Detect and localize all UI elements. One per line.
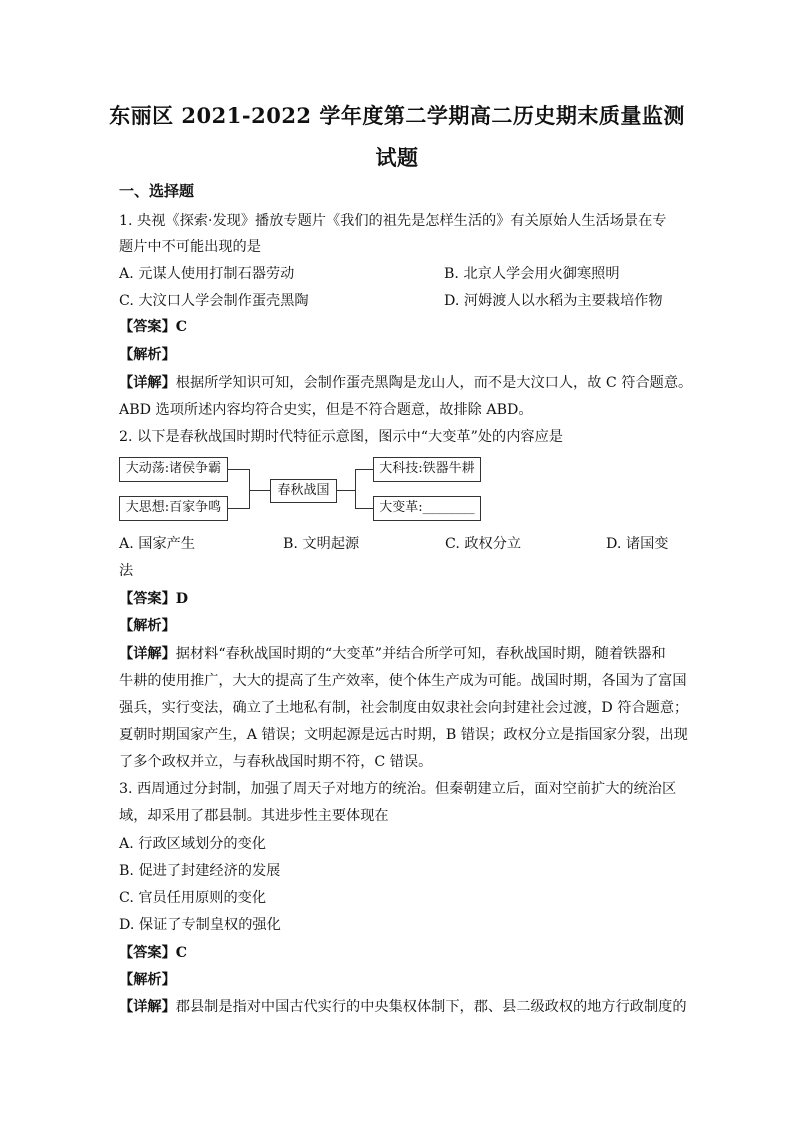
- q3-option-c: C. 官员任用原则的变化: [119, 890, 267, 906]
- connector-line: [337, 490, 355, 491]
- diagram-box-top-left: 大动荡:诸侯争霸: [119, 457, 228, 482]
- q1-detail-label: 【详解】: [119, 375, 176, 391]
- diagram-box-bottom-left: 大思想:百家争鸣: [119, 496, 228, 521]
- q2-option-b: B. 文明起源: [283, 536, 360, 552]
- q2-option-d: D. 诸国变: [606, 536, 669, 552]
- q3-detail: [119, 998, 687, 1016]
- q1-option-c: C. 大汶口人学会制作蛋壳黑陶: [119, 293, 309, 309]
- era-diagram: [119, 455, 481, 525]
- q3-stem: 3. 西周通过分封制，加强了周天子对地方的统治。但秦朝建立后，面对空前扩大的统治区: [119, 781, 677, 797]
- q3-detail-label: 【详解】: [119, 999, 176, 1015]
- q2-detail-cont: 了多个政权并立，与春秋战国时期不符，C 错误。: [119, 754, 433, 770]
- connector-line: [228, 469, 249, 470]
- q2-detail-cont: 牛耕的使用推广，大大的提高了生产效率，使个体生产成为可能。战国时期，各国为了富国: [119, 673, 687, 689]
- q1-detail: [119, 374, 692, 392]
- q2-detail-cont: 夏朝时期国家产生，A 错误；文明起源是远古时期，B 错误；政权分立是指国家分裂，出现: [119, 727, 688, 743]
- diagram-box-bottom-right: 大变革:________: [373, 496, 481, 521]
- q3-option-b: B. 促进了封建经济的发展: [119, 863, 281, 879]
- q1-option-b: B. 北京人学会用火御寒照明: [444, 266, 620, 282]
- q2-option-c: C. 政权分立: [445, 536, 522, 552]
- section-heading: 一、选择题: [119, 182, 195, 200]
- document-title: 东丽区 2021-2022 学年度第二学期高二历史期末质量监测: [109, 103, 685, 128]
- connector-line: [355, 469, 373, 470]
- q1-detail-cont: ABD 选项所述内容均符合史实，但是不符合题意，故排除 ABD。: [119, 402, 533, 418]
- q3-option-a: A. 行政区域划分的变化: [119, 836, 266, 852]
- diagram-box-top-right: 大科技:铁器牛耕: [373, 457, 481, 482]
- q2-answer: 【答案】D: [119, 591, 189, 607]
- connector-line: [355, 469, 356, 509]
- connector-line: [355, 508, 373, 509]
- q1-analysis-label: 【解析】: [119, 347, 176, 363]
- q2-detail-text: 据材料“春秋战国时期的“大变革”并结合所学可知，春秋战国时期，随着铁器和: [175, 646, 666, 662]
- q2-stem: 2. 以下是春秋战国时期时代特征示意图，图示中“大变革”处的内容应是: [119, 429, 563, 445]
- q2-option-d-cont: 法: [119, 563, 134, 579]
- q1-stem-cont: 题片中不可能出现的是: [119, 239, 261, 255]
- q2-option-a: A. 国家产生: [119, 536, 196, 552]
- connector-line: [249, 490, 270, 491]
- q1-answer: 【答案】C: [119, 319, 188, 335]
- q2-detail-cont: 强兵，实行变法，确立了土地私有制，社会制度由奴隶社会向封建社会过渡，D 符合题意；: [119, 700, 689, 716]
- q3-analysis-label: 【解析】: [119, 972, 176, 988]
- q2-detail-label: 【详解】: [119, 646, 176, 662]
- q2-analysis-label: 【解析】: [119, 618, 176, 634]
- q3-stem-cont: 域，却采用了郡县制。其进步性主要体现在: [119, 808, 389, 824]
- document-title-line2: 试题: [375, 145, 419, 170]
- q3-detail-text: 郡县制是指对中国古代实行的中央集权体制下，郡、县二级政权的地方行政制度的: [175, 999, 687, 1015]
- diagram-box-center: 春秋战国: [270, 479, 337, 503]
- q1-detail-text: 根据所学知识可知，会制作蛋壳黑陶是龙山人，而不是大汶口人，故 C 符合题意。: [175, 375, 693, 391]
- q3-option-d: D. 保证了专制皇权的强化: [119, 917, 281, 933]
- q2-detail: [119, 645, 666, 663]
- connector-line: [228, 508, 249, 509]
- q1-stem: 1. 央视《探索·发现》播放专题片《我们的祖先是怎样生活的》有关原始人生活场景在专: [119, 213, 667, 229]
- q1-option-d: D. 河姆渡人以水稻为主要栽培作物: [444, 293, 663, 309]
- connector-line: [249, 469, 250, 509]
- q1-option-a: A. 元谋人使用打制石器劳动: [119, 266, 295, 282]
- q3-answer: 【答案】C: [119, 945, 188, 961]
